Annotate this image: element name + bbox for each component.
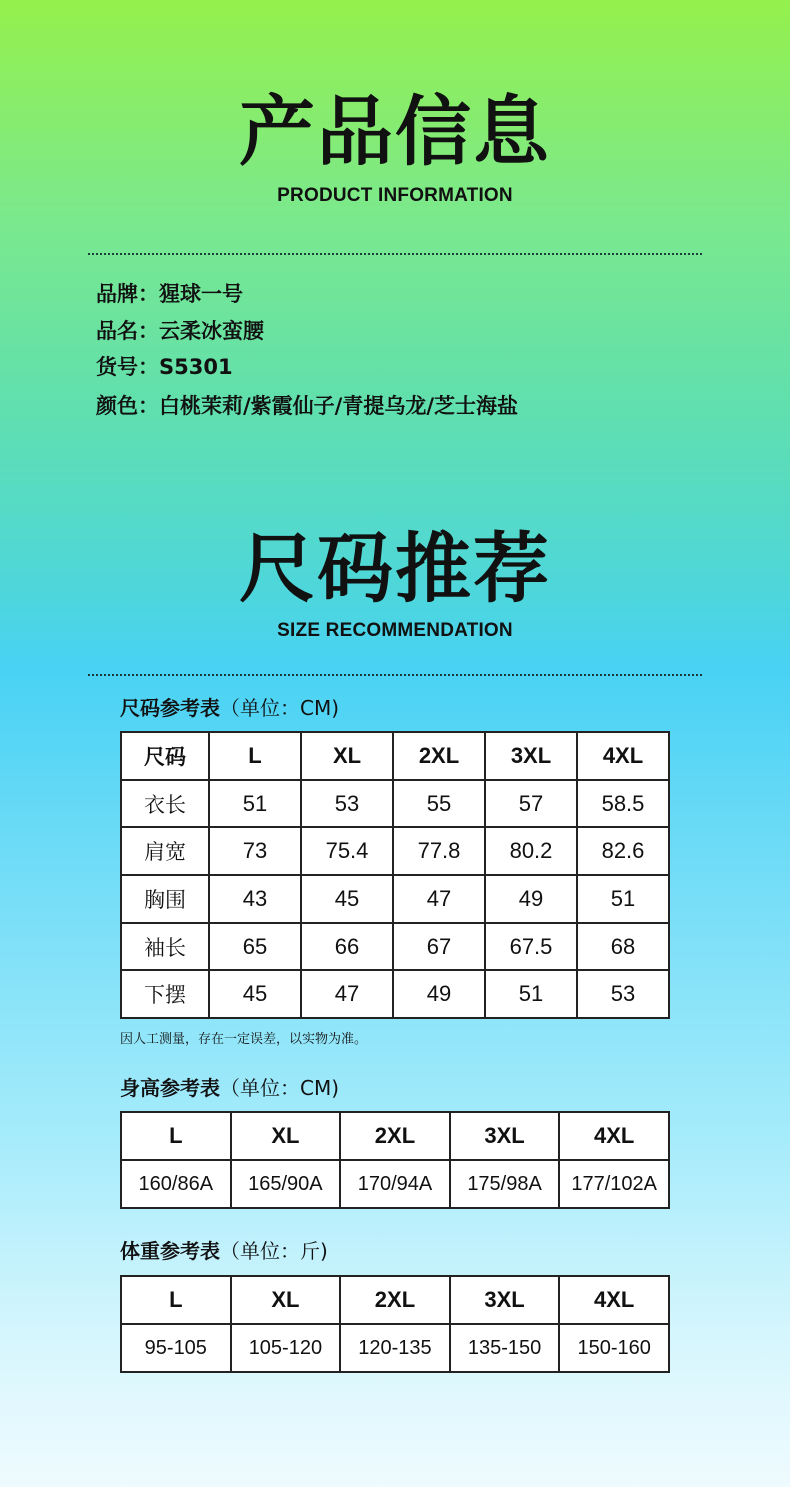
table-cell: 53: [577, 970, 669, 1018]
info-label: 颜色：: [96, 394, 159, 418]
table-title: 体重参考表: [120, 1239, 220, 1263]
info-item-number: [96, 351, 233, 381]
row-label: 衣长: [121, 780, 209, 827]
size-table-label: [120, 692, 339, 721]
table-cell: 73: [209, 827, 301, 875]
info-product-name: [96, 315, 264, 345]
info-value: 白桃茉莉/紫霞仙子/青提乌龙/芝士海盐: [159, 394, 519, 418]
header-cell: 2XL: [340, 1112, 450, 1160]
product-info-subtitle: PRODUCT INFORMATION: [277, 185, 513, 206]
measurement-note: 因人工测量，存在一定误差，以实物为准。: [120, 1032, 368, 1047]
info-value: 猩球一号: [159, 282, 243, 306]
row-label: 胸围: [121, 875, 209, 923]
table-cell: 120-135: [340, 1324, 450, 1372]
table-cell: 51: [209, 780, 301, 827]
table-unit: （单位：CM): [220, 696, 340, 720]
table-cell: 67.5: [485, 923, 577, 970]
table-unit: （单位：CM): [220, 1076, 340, 1100]
table-cell: 45: [209, 970, 301, 1018]
table-row: [121, 780, 669, 827]
table-header-row: [121, 1112, 669, 1160]
table-title: 尺码参考表: [120, 696, 220, 720]
info-value: 云柔冰蛮腰: [159, 319, 264, 343]
table-cell: 47: [393, 875, 485, 923]
table-cell: 66: [301, 923, 393, 970]
table-unit: （单位：斤): [220, 1239, 328, 1263]
table-cell: 105-120: [231, 1324, 341, 1372]
weight-table-label: [120, 1235, 328, 1264]
divider: [88, 253, 702, 255]
table-cell: 53: [301, 780, 393, 827]
row-label: 下摆: [121, 970, 209, 1018]
table-cell: 150-160: [559, 1324, 669, 1372]
weight-chart-table: [120, 1275, 670, 1373]
table-cell: 43: [209, 875, 301, 923]
header-cell: XL: [231, 1276, 341, 1324]
table-cell: 68: [577, 923, 669, 970]
header-cell: L: [121, 1276, 231, 1324]
row-label: 肩宽: [121, 827, 209, 875]
info-label: 货号：: [96, 355, 159, 379]
header-cell: XL: [301, 732, 393, 780]
table-cell: 45: [301, 875, 393, 923]
table-header-row: [121, 732, 669, 780]
table-cell: 170/94A: [340, 1160, 450, 1208]
height-table-label: [120, 1072, 339, 1101]
table-cell: 165/90A: [231, 1160, 341, 1208]
table-row: [121, 970, 669, 1018]
size-recommendation-title: 尺码推荐: [239, 524, 551, 613]
table-cell: 65: [209, 923, 301, 970]
table-cell: 49: [485, 875, 577, 923]
info-label: 品名：: [96, 319, 159, 343]
header-cell: 4XL: [559, 1112, 669, 1160]
size-chart-table: [120, 731, 670, 1019]
table-row: [121, 1324, 669, 1372]
header-cell: 尺码: [121, 732, 209, 780]
header-cell: 4XL: [577, 732, 669, 780]
product-info-title: 产品信息: [239, 87, 551, 176]
size-recommendation-subtitle: SIZE RECOMMENDATION: [277, 620, 513, 641]
table-cell: 75.4: [301, 827, 393, 875]
table-cell: 135-150: [450, 1324, 560, 1372]
table-cell: 49: [393, 970, 485, 1018]
table-cell: 58.5: [577, 780, 669, 827]
table-row: [121, 827, 669, 875]
header-cell: 3XL: [450, 1276, 560, 1324]
table-row: [121, 875, 669, 923]
info-brand: [96, 278, 243, 308]
table-cell: 177/102A: [559, 1160, 669, 1208]
height-chart-table: [120, 1111, 670, 1209]
table-header-row: [121, 1276, 669, 1324]
table-row: [121, 923, 669, 970]
table-cell: 77.8: [393, 827, 485, 875]
info-colors: [96, 390, 518, 420]
divider: [88, 674, 702, 676]
info-value: S5301: [159, 355, 233, 379]
table-cell: 175/98A: [450, 1160, 560, 1208]
table-cell: 95-105: [121, 1324, 231, 1372]
header-cell: 2XL: [393, 732, 485, 780]
table-cell: 82.6: [577, 827, 669, 875]
header-cell: XL: [231, 1112, 341, 1160]
table-title: 身高参考表: [120, 1076, 220, 1100]
table-cell: 47: [301, 970, 393, 1018]
header-cell: 3XL: [485, 732, 577, 780]
table-cell: 51: [485, 970, 577, 1018]
table-cell: 57: [485, 780, 577, 827]
table-cell: 67: [393, 923, 485, 970]
table-cell: 160/86A: [121, 1160, 231, 1208]
header-cell: 4XL: [559, 1276, 669, 1324]
table-cell: 80.2: [485, 827, 577, 875]
info-label: 品牌：: [96, 282, 159, 306]
table-cell: 51: [577, 875, 669, 923]
header-cell: L: [209, 732, 301, 780]
header-cell: 3XL: [450, 1112, 560, 1160]
header-cell: 2XL: [340, 1276, 450, 1324]
table-cell: 55: [393, 780, 485, 827]
header-cell: L: [121, 1112, 231, 1160]
table-row: [121, 1160, 669, 1208]
row-label: 袖长: [121, 923, 209, 970]
